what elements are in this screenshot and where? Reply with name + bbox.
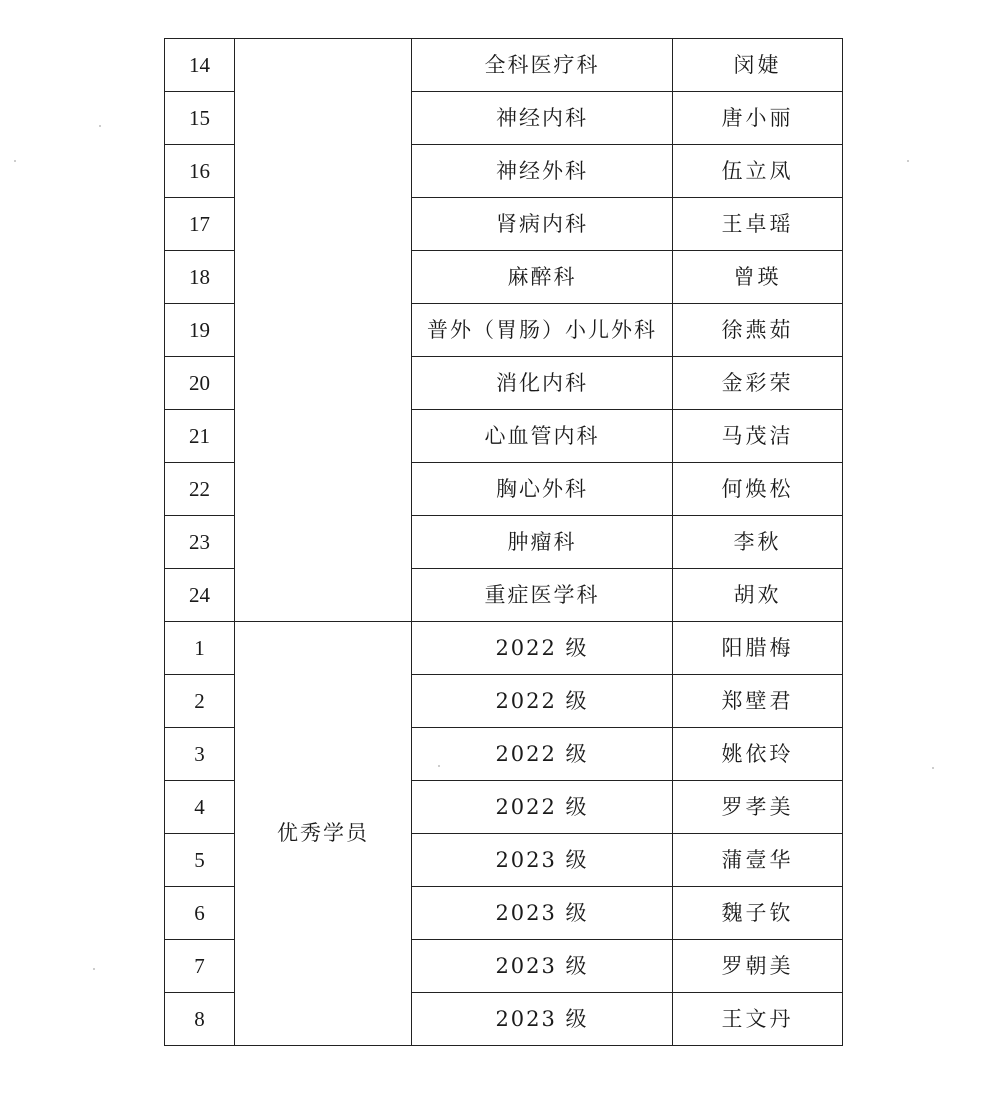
department-cell: 2023 级	[412, 834, 673, 887]
row-number-cell: 24	[165, 569, 235, 622]
person-name-cell: 阳腊梅	[673, 622, 843, 675]
person-name-cell: 罗孝美	[673, 781, 843, 834]
person-name-cell: 魏子钦	[673, 887, 843, 940]
award-roster-table	[164, 38, 843, 1046]
row-number-cell: 18	[165, 251, 235, 304]
person-name-cell: 马茂洁	[673, 410, 843, 463]
person-name-cell: 胡欢	[673, 569, 843, 622]
row-number-cell: 7	[165, 940, 235, 993]
scan-speck	[99, 125, 101, 127]
row-number-cell: 19	[165, 304, 235, 357]
row-number-cell: 15	[165, 92, 235, 145]
row-number-cell: 1	[165, 622, 235, 675]
department-cell: 肾病内科	[412, 198, 673, 251]
department-cell: 心血管内科	[412, 410, 673, 463]
person-name-cell: 李秋	[673, 516, 843, 569]
row-number-cell: 22	[165, 463, 235, 516]
row-number-cell: 2	[165, 675, 235, 728]
department-cell: 2022 级	[412, 781, 673, 834]
row-number-cell: 20	[165, 357, 235, 410]
person-name-cell: 王卓瑶	[673, 198, 843, 251]
person-name-cell: 罗朝美	[673, 940, 843, 993]
person-name-cell: 伍立凤	[673, 145, 843, 198]
row-number-cell: 4	[165, 781, 235, 834]
department-cell: 2023 级	[412, 940, 673, 993]
person-name-cell: 郑壁君	[673, 675, 843, 728]
person-name-cell: 曾瑛	[673, 251, 843, 304]
person-name-cell: 闵婕	[673, 39, 843, 92]
table-row	[165, 622, 843, 675]
department-cell: 2022 级	[412, 622, 673, 675]
department-cell: 消化内科	[412, 357, 673, 410]
scan-speck	[438, 765, 440, 767]
table-row	[165, 39, 843, 92]
scan-speck	[907, 160, 909, 162]
scan-speck	[93, 968, 95, 970]
department-cell: 胸心外科	[412, 463, 673, 516]
department-cell: 2023 级	[412, 887, 673, 940]
person-name-cell: 金彩荣	[673, 357, 843, 410]
department-cell: 2022 级	[412, 675, 673, 728]
row-number-cell: 23	[165, 516, 235, 569]
department-cell: 重症医学科	[412, 569, 673, 622]
scan-speck	[14, 160, 16, 162]
department-cell: 神经内科	[412, 92, 673, 145]
person-name-cell: 何焕松	[673, 463, 843, 516]
department-cell: 神经外科	[412, 145, 673, 198]
department-cell: 全科医疗科	[412, 39, 673, 92]
award-category-cell: 优秀学员	[235, 622, 412, 1046]
row-number-cell: 8	[165, 993, 235, 1046]
row-number-cell: 3	[165, 728, 235, 781]
row-number-cell: 21	[165, 410, 235, 463]
roster-table-body	[165, 39, 843, 1046]
department-cell: 2022 级	[412, 728, 673, 781]
row-number-cell: 17	[165, 198, 235, 251]
row-number-cell: 6	[165, 887, 235, 940]
person-name-cell: 徐燕茹	[673, 304, 843, 357]
row-number-cell: 16	[165, 145, 235, 198]
department-cell: 普外（胃肠）小儿外科	[412, 304, 673, 357]
person-name-cell: 姚依玲	[673, 728, 843, 781]
person-name-cell: 王文丹	[673, 993, 843, 1046]
department-cell: 肿瘤科	[412, 516, 673, 569]
person-name-cell: 蒲壹华	[673, 834, 843, 887]
scan-speck	[932, 767, 934, 769]
person-name-cell: 唐小丽	[673, 92, 843, 145]
row-number-cell: 5	[165, 834, 235, 887]
award-category-cell	[235, 39, 412, 622]
department-cell: 2023 级	[412, 993, 673, 1046]
department-cell: 麻醉科	[412, 251, 673, 304]
row-number-cell: 14	[165, 39, 235, 92]
